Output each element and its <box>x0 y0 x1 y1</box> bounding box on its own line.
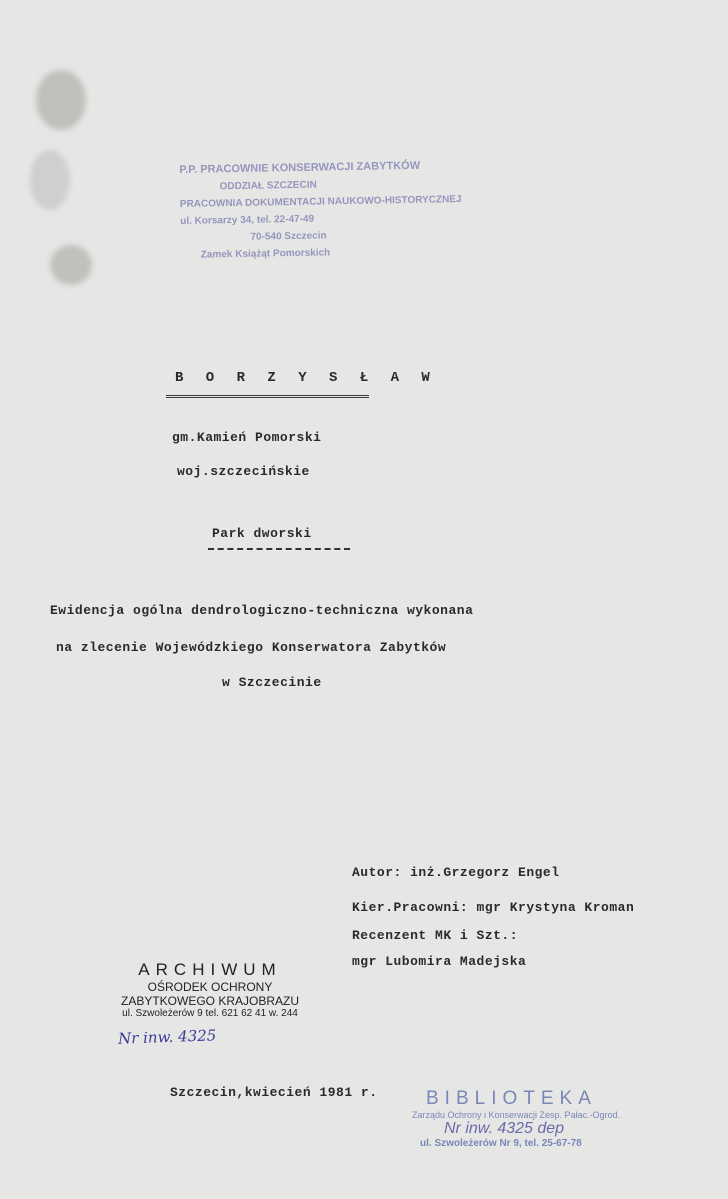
description-line-1: Ewidencja ogólna dendrologiczno-techniczna wykonana <box>50 603 474 618</box>
description-line-2: na zlecenie Wojewódzkiego Konserwatora Zabytków <box>56 640 447 655</box>
document-title: B O R Z Y S Ł A W <box>175 370 437 386</box>
fingerprint-smudge <box>30 150 70 210</box>
place-date: Szczecin,kwiecień 1981 r. <box>170 1085 378 1100</box>
subject-heading: Park dworski <box>212 526 312 541</box>
inventory-handwritten-number: Nr inw. 4325 <box>117 1026 217 1048</box>
library-stamp: BIBLIOTEKA Zarządu Ochrony i Konserwacji Zesp. Pałac.-Ogrod. Nr inw. 4325 dep ul. Szwoleżerów Nr 9, tel. 25-67-78 <box>412 1088 621 1149</box>
reviewer-name: mgr Lubomira Madejska <box>352 954 527 969</box>
title-underline <box>166 395 369 398</box>
description-line-3: w Szczecinie <box>222 675 322 690</box>
fingerprint-smudge <box>36 70 86 130</box>
fingerprint-smudge <box>50 245 92 285</box>
wojewodztwo-line: woj.szczecińskie <box>177 464 310 479</box>
gmina-line: gm.Kamień Pomorski <box>172 430 322 445</box>
subject-underline <box>208 548 350 550</box>
reviewer-label: Recenzent MK i Szt.: <box>352 928 519 943</box>
institution-stamp: P.P. PRACOWNIE KONSERWACJI ZABYTKÓW ODDZIAŁ SZCZECIN PRACOWNIA DOKUMENTACJI NAUKOWO-HISTORYCZNEJ ul. Korsarzy 34, tel. 22-47-49 70-540 Szczecin Zamek Książąt Pomorskich <box>179 159 462 261</box>
head-line: Kier.Pracowni: mgr Krystyna Kroman <box>352 900 635 915</box>
archive-stamp: ARCHIWUM OŚRODEK OCHRONY ZABYTKOWEGO KRAJOBRAZU ul. Szwoleżerów 9 tel. 621 62 41 w. 244 <box>120 960 300 1019</box>
author-line: Autor: inż.Grzegorz Engel <box>352 865 560 880</box>
